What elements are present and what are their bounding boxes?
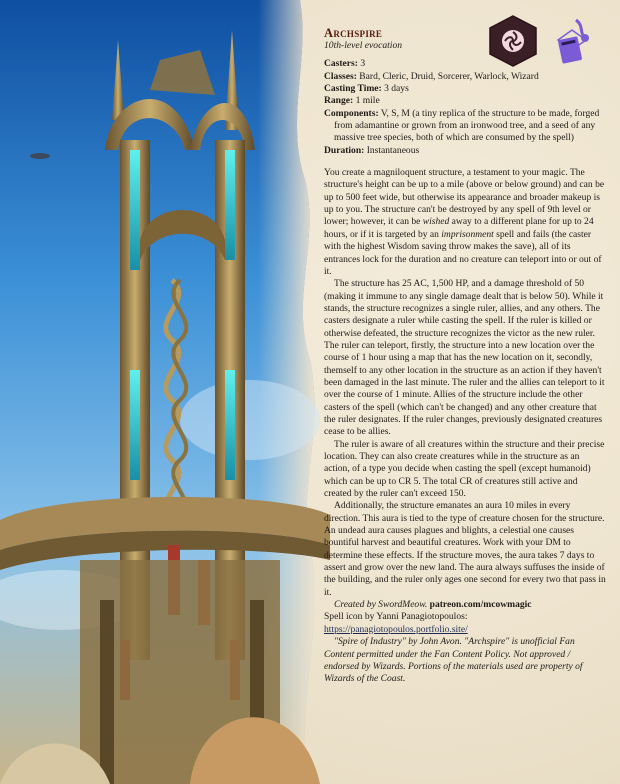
p1-text-b: away to a different plane for up to 24 hours, or if it is targeted by an [324,216,594,240]
stat-components [324,108,606,145]
description-paragraph-3: The ruler is aware of all creatures within the structure and their precise location. They can also create creatures while in the structure as an action, of a type you decide when casting the spell (except humanoid) which can be up to CR 5. The total CR of creatures still active and created by the ruler can't exceed 150. [324,438,605,500]
stat-classes-label: Classes: [324,70,357,82]
stat-range-value: 1 mile [355,95,380,107]
stat-classes-value: Bard, Cleric, Druid, Sorcerer, Warlock, Wizard [359,70,539,82]
portfolio-link[interactable]: https://panagiotopoulos.portfolio.site/ [324,623,468,635]
spell-level-school: 10th-level evocation [324,40,403,51]
stat-duration-value: Instantaneous [366,144,420,156]
credit-created-by [324,599,606,611]
p1-imprisonment: imprisonment [441,228,494,240]
description-paragraph-2: The structure has 25 AC, 1,500 HP, and a damage threshold of 50 (making it immune to any single damage dealt that is below 50). While it stands, the structure recognizes a single ruler, allies, and any others. The casters designate a ruler while casting the spell. If the ruler is killed or otherwise defeated, the structure recognizes the victor as the new ruler. The ruler can teleport, firstly, the structure into a new location over the course of 1 hour using a map that has the new location on it, secondly, themself to any other location in the structure as an action if they haven't been damaged in the last minute. The ruler and the allies can teleport to it over the course of 1 minute. Allies of the structure include the other casters of the spell (which can't be changed) and any other creature that the ruler designates. If the ruler changes, previously designated creatures cease to be allies. [324,278,605,438]
stat-components-value: V, S, M (a tiny replica of the structure to be made, forged from adamantine or grown from an ironwood tree, and a seed of any massive tree species, both of which are consumed by the spell) [334,107,600,144]
stat-range [324,95,606,107]
stat-duration-label: Duration: [324,144,365,156]
p1-wished: wished [422,216,450,228]
spell-title: Archspire [324,26,383,40]
stat-casters-label: Casters: [324,58,358,70]
stat-duration [324,145,606,157]
p1-text-c: spell and fails (the caster with the highest Wisdom saving throw makes the save), all of its entrances lock for the duration and no creature can teleport into or out of it. [324,228,602,277]
spell-text-column [324,26,606,686]
stat-casting-time-value: 3 days [384,83,409,95]
stat-range-label: Range: [324,95,354,107]
stat-casters-value: 3 [360,58,366,70]
stat-casters [324,58,606,70]
legal-notice: "Spire of Industry" by John Avon. "Archspire" is unofficial Fan Content permitted under the Fan Content Policy. Not approved / endorsed by Wizards. Portions of the materials used are property of Wizards of the Coast. [324,636,583,685]
p1-text-a: You create a magniloquent structure, a testament to your magic. The structure's height can be up to a mile (above or below ground) and can be up to 500 feet wide, but otherwise its appearance and broader makeup is up to you. The structure can't be destroyed by any spell of 9th level or lower; however, it can be [324,167,605,228]
stat-casting-time-label: Casting Time: [324,83,382,95]
stat-classes [324,71,606,83]
credit-spell-icon: Spell icon by Yanni Panagiotopoulos: [324,611,468,623]
stat-components-label: Components: [324,107,379,119]
description-paragraph-1 [324,167,606,278]
credit-created-by-text: Created by SwordMeow. [334,599,430,611]
patreon-link[interactable]: patreon.com/mcowmagic [429,599,532,611]
stat-casting-time [324,83,606,95]
description-paragraph-4: Additionally, the structure emanates an aura 10 miles in every direction. This aura is tied to the type of creature chosen for the structure. An undead aura causes plagues and blights, a celestial one causes bountiful harvest and beautiful creatures. Work with your DM to determine these effects. If the structure moves, the aura takes 7 days to assert and grow over the new land. The aura always suffuses the inside of the building, and the ruler only ages one second for every two that pass in it. [324,500,606,598]
